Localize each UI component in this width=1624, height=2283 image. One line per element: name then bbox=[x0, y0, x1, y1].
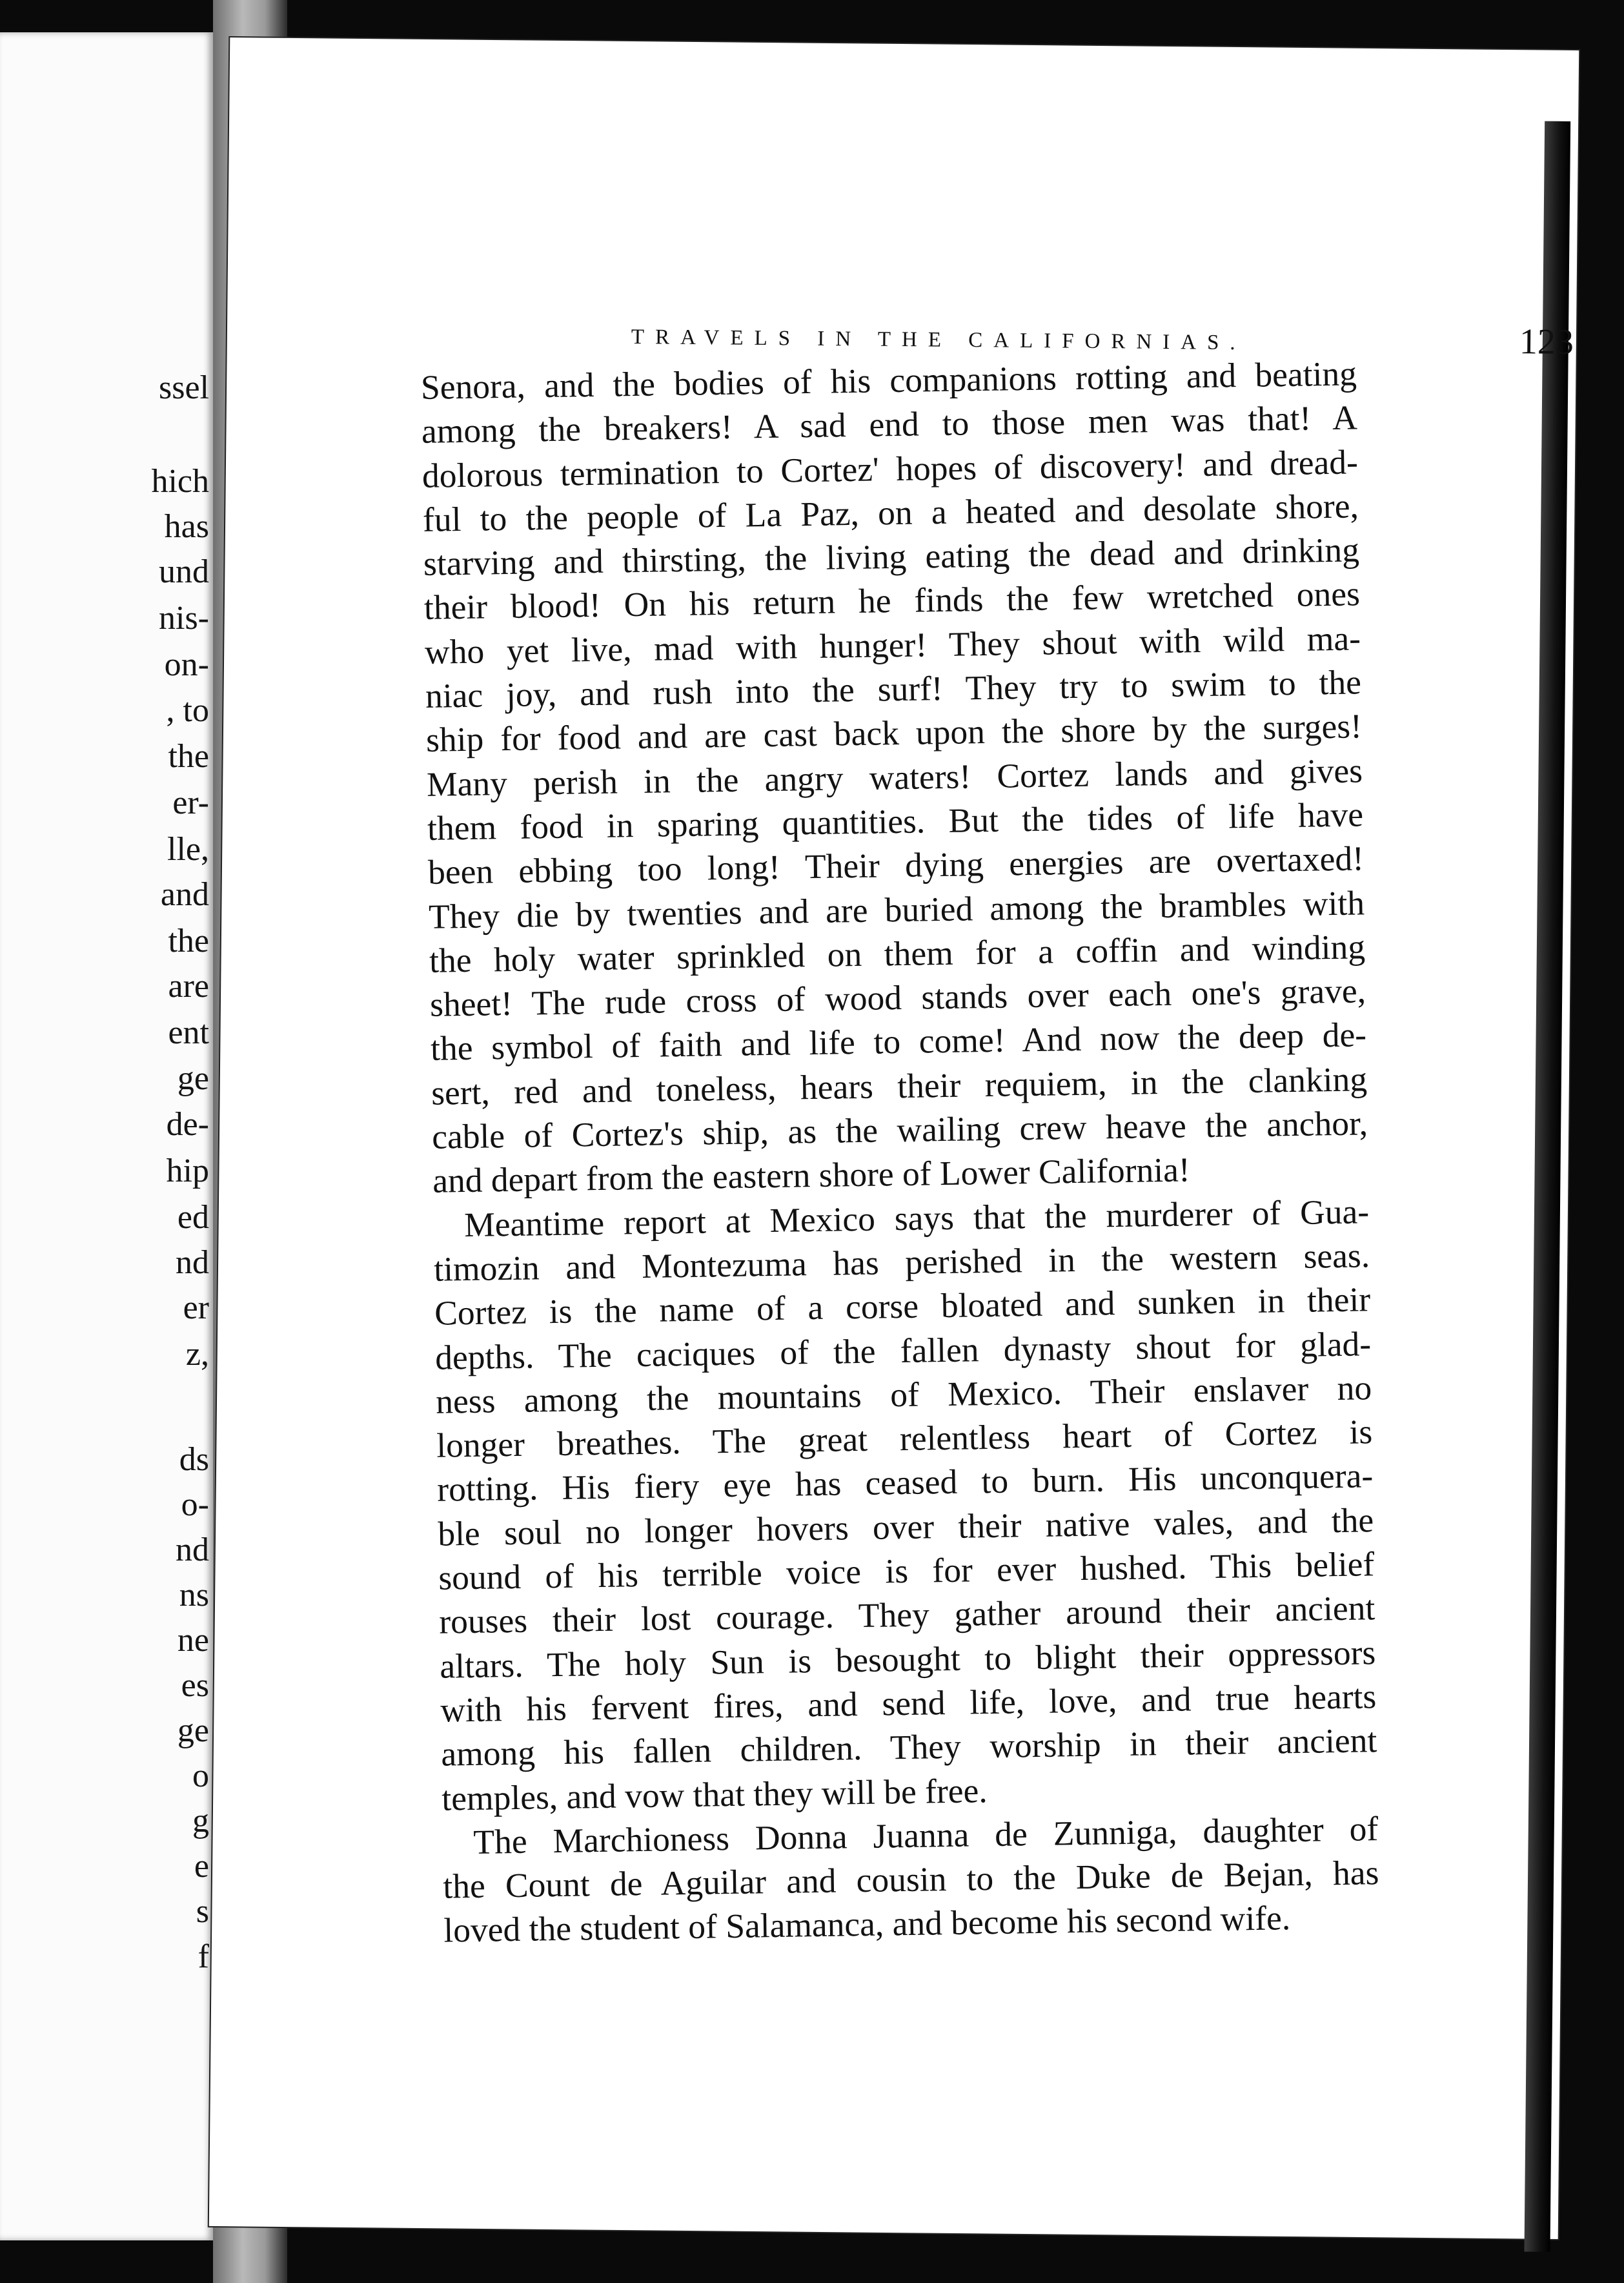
text-line: ship for food and are cast back upon the shore by the surges! bbox=[425, 706, 1363, 760]
text-line: ful to the people of La Paz, on a heated and desolate shore, bbox=[422, 486, 1359, 539]
text-line: altars. The holy Sun is besought to blight their oppressors bbox=[439, 1632, 1376, 1686]
text-line: their blood! On his return he finds the few wretched ones bbox=[423, 574, 1361, 628]
previous-page-line-fragment: nd bbox=[176, 1244, 209, 1281]
previous-page-line-fragment: are bbox=[168, 968, 209, 1005]
previous-page-line-fragment: o- bbox=[181, 1486, 209, 1523]
text-line: Many perish in the angry waters! Cortez lands and gives bbox=[426, 750, 1363, 804]
previous-page-line-fragment: hich bbox=[151, 463, 209, 500]
previous-page-line-fragment: ent bbox=[168, 1014, 209, 1051]
previous-page bbox=[0, 32, 213, 2240]
text-line: cable of Cortez's ship, as the wailing crew heave the anchor, bbox=[431, 1103, 1368, 1156]
text-line: been ebbing too long! Their dying energies are overtaxed! bbox=[427, 839, 1365, 892]
previous-page-line-fragment: de- bbox=[166, 1106, 209, 1143]
text-line: ness among the mountains of Mexico. Their enslaver no bbox=[435, 1368, 1372, 1421]
previous-page-line-fragment: er- bbox=[172, 784, 209, 821]
text-line: among his fallen children. They worship in their ancient bbox=[440, 1721, 1377, 1774]
text-line: the Count de Aguilar and cousin to the Duke de Bejan, has bbox=[442, 1853, 1379, 1906]
text-line: sert, red and toneless, hears their requiem, in the clanking bbox=[431, 1060, 1368, 1112]
text-line: sheet! The rude cross of wood stands over each one's grave, bbox=[429, 971, 1366, 1024]
previous-page-line-fragment: f bbox=[198, 1938, 209, 1975]
previous-page-line-fragment: ge bbox=[177, 1712, 209, 1749]
previous-page-line-fragment: und bbox=[159, 553, 209, 590]
text-line: depths. The caciques of the fallen dynasty shout for glad- bbox=[434, 1324, 1372, 1377]
text-line: They die by twenties and are buried among the brambles with bbox=[428, 883, 1365, 936]
text-line: rouses their lost courage. They gather around their ancient bbox=[438, 1588, 1375, 1641]
text-line: the holy water sprinkled on them for a coffin and winding bbox=[429, 927, 1366, 980]
text-line: Cortez is the name of a corse bloated and sunken in their bbox=[434, 1280, 1371, 1333]
text-line: them food in sparing quantities. But the tides of life have bbox=[427, 795, 1364, 848]
previous-page-line-fragment: nd bbox=[176, 1531, 209, 1568]
previous-page-line-fragment: and bbox=[160, 876, 209, 913]
previous-page-line-fragment: z, bbox=[185, 1336, 209, 1373]
text-line: Meantime report at Mexico says that the murderer of Gua- bbox=[463, 1191, 1370, 1244]
previous-page-line-fragment: hip bbox=[166, 1152, 209, 1189]
previous-page-line-fragment: ed bbox=[177, 1199, 209, 1236]
text-line: Senora, and the bodies of his companions rotting and beating bbox=[420, 354, 1357, 407]
previous-page-line-fragment: the bbox=[168, 738, 209, 775]
text-line: The Marchioness Donna Juanna de Zunniga, daughter of bbox=[472, 1808, 1379, 1861]
previous-page-line-fragment: the bbox=[168, 923, 209, 959]
previous-page-line-fragment: s bbox=[196, 1893, 209, 1930]
paragraph bbox=[442, 1807, 1380, 1952]
text-line: temples, and vow that they will be free. bbox=[441, 1770, 988, 1818]
paragraph bbox=[420, 351, 1368, 1203]
previous-page-line-fragment: ne bbox=[177, 1622, 209, 1659]
text-line: ble soul no longer hovers over their native vales, and the bbox=[437, 1500, 1374, 1553]
previous-page-line-fragment: , to bbox=[166, 692, 209, 729]
previous-page-line-fragment: er bbox=[183, 1289, 209, 1326]
text-line: loved the student of Salamanca, and become his second wife. bbox=[443, 1898, 1291, 1950]
text-line: and depart from the eastern shore of Lower California! bbox=[432, 1150, 1191, 1201]
text-line: sound of his terrible voice is for ever hushed. This belief bbox=[438, 1544, 1375, 1597]
paragraph bbox=[433, 1189, 1378, 1821]
text-line: the symbol of faith and life to come! And now the deep de- bbox=[430, 1015, 1367, 1069]
previous-page-line-fragment: e bbox=[194, 1848, 209, 1885]
previous-page-line-fragment: ge bbox=[177, 1060, 209, 1097]
previous-page-line-fragment: o bbox=[192, 1757, 209, 1794]
previous-page-line-fragment: ns bbox=[179, 1577, 209, 1613]
previous-page-line-fragment: lle, bbox=[167, 831, 209, 868]
running-title: TRAVELS IN THE CALIFORNIAS. bbox=[631, 325, 1246, 355]
text-line: rotting. His fiery eye has ceased to burn. His unconquera- bbox=[436, 1456, 1374, 1510]
text-line: niac joy, and rush into the surf! They try to swim to the bbox=[425, 662, 1362, 715]
previous-page-line-fragment: ssel bbox=[159, 369, 209, 406]
text-line: starving and thirsting, the living eating the dead and drinking bbox=[423, 530, 1360, 584]
previous-page-line-fragment: es bbox=[181, 1667, 209, 1704]
book-page bbox=[209, 37, 1579, 2239]
previous-page-line-fragment: nis- bbox=[159, 600, 209, 637]
text-line: among the breakers! A sad end to those men was that! A bbox=[421, 398, 1358, 451]
page-number: 123 bbox=[1519, 322, 1574, 363]
text-line: with his fervent fires, and send life, love, and true hearts bbox=[440, 1677, 1377, 1730]
body-text bbox=[420, 351, 1379, 1952]
text-line: longer breathes. The great relentless heart of Cortez is bbox=[436, 1412, 1373, 1465]
text-line: dolorous termination to Cortez' hopes of discovery! and dread- bbox=[421, 442, 1359, 495]
previous-page-line-fragment: has bbox=[164, 508, 209, 545]
text-line: who yet live, mad with hunger! They shout with wild ma- bbox=[424, 619, 1361, 671]
previous-page-line-fragment: ds bbox=[179, 1441, 209, 1478]
previous-page-line-fragment: g bbox=[192, 1803, 209, 1839]
text-line: timozin and Montezuma has perished in the western seas. bbox=[433, 1236, 1370, 1289]
previous-page-line-fragment: on- bbox=[164, 646, 209, 683]
